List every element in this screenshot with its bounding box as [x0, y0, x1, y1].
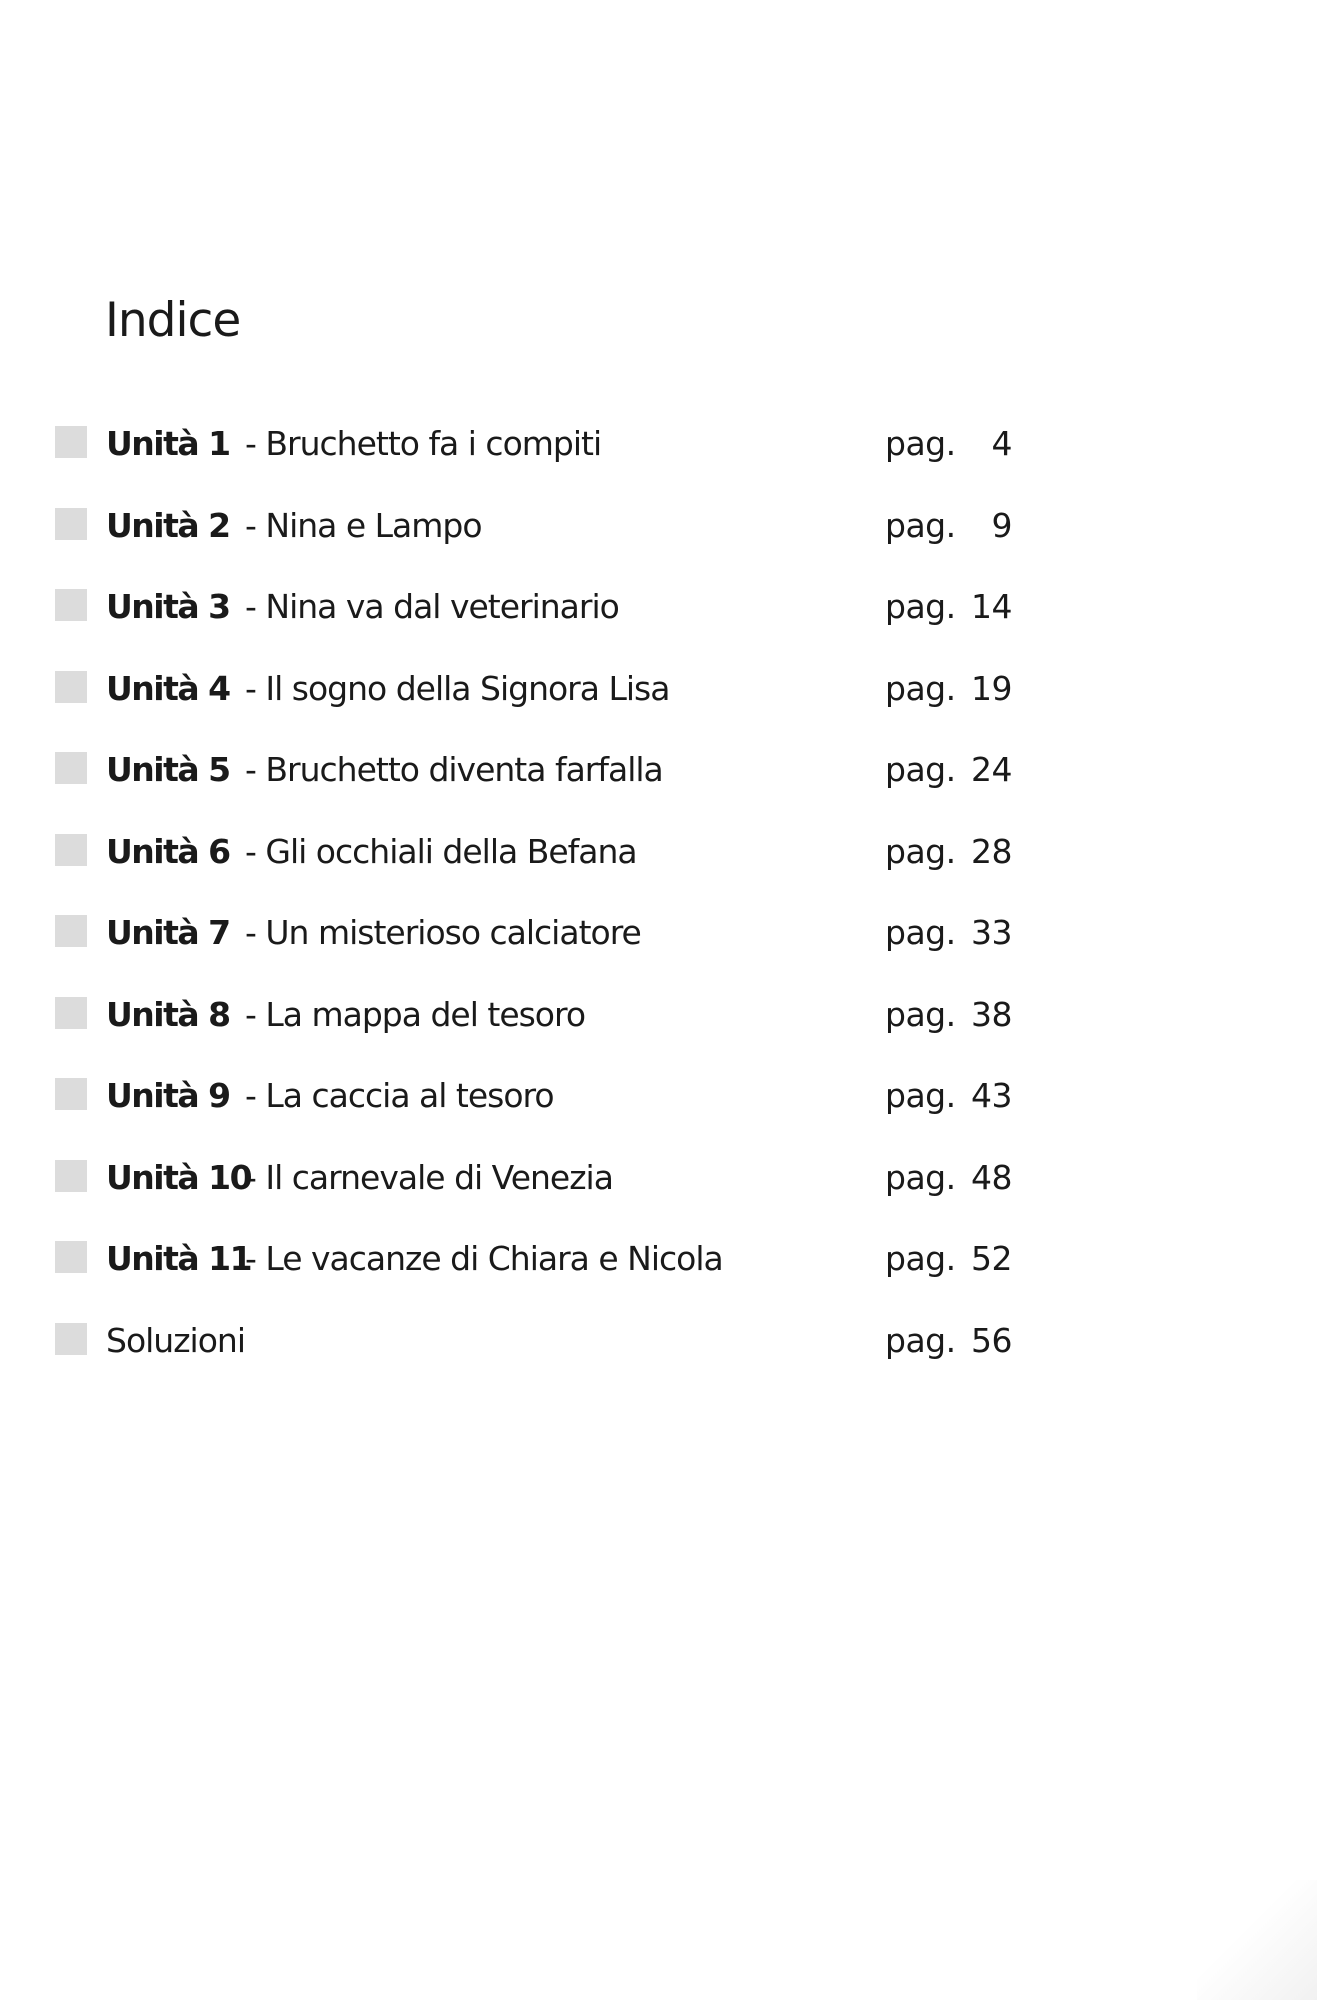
unit-label: Unità 11 [106, 1239, 252, 1278]
page-number: 14 [971, 587, 1012, 626]
page-number: 4 [991, 424, 1012, 463]
page-number: 28 [971, 832, 1012, 871]
toc-entry-unit-6[interactable] [0, 822, 1100, 882]
square-bullet-icon [55, 997, 87, 1029]
page-number: 56 [971, 1321, 1012, 1360]
toc-entry-unit-11[interactable] [0, 1229, 1100, 1289]
toc-entry-soluzioni[interactable] [0, 1311, 1100, 1371]
page-label: pag. [885, 1321, 956, 1360]
unit-label: Unità 4 [106, 669, 230, 708]
square-bullet-icon [55, 834, 87, 866]
unit-label: Unità 10 [106, 1158, 252, 1197]
square-bullet-icon [55, 915, 87, 947]
entry-title: - Bruchetto diventa farfalla [245, 750, 663, 789]
toc-entry-unit-3[interactable] [0, 577, 1100, 637]
page-label: pag. [885, 506, 956, 545]
entry-title: - Gli occhiali della Befana [245, 832, 637, 871]
entry-title: - La mappa del tesoro [245, 995, 586, 1034]
unit-label: Unità 2 [106, 506, 230, 545]
square-bullet-icon [55, 752, 87, 784]
page-number: 33 [971, 913, 1012, 952]
toc-entry-unit-5[interactable] [0, 740, 1100, 800]
entry-title: - Il sogno della Signora Lisa [245, 669, 670, 708]
toc-entry-unit-2[interactable] [0, 496, 1100, 556]
page-label: pag. [885, 1239, 956, 1278]
entry-title: - Il carnevale di Venezia [245, 1158, 613, 1197]
page-label: pag. [885, 669, 956, 708]
page-number: 52 [971, 1239, 1012, 1278]
page-label: pag. [885, 424, 956, 463]
page-number: 43 [971, 1076, 1012, 1115]
unit-label: Unità 7 [106, 913, 230, 952]
entry-title: - La caccia al tesoro [245, 1076, 554, 1115]
toc-entry-unit-7[interactable] [0, 903, 1100, 963]
page-corner-shadow [1197, 1880, 1317, 2000]
page-label: pag. [885, 1158, 956, 1197]
unit-label: Unità 3 [106, 587, 230, 626]
entry-title: - Le vacanze di Chiara e Nicola [245, 1239, 723, 1278]
toc-entry-unit-1[interactable] [0, 414, 1100, 474]
page-number: 48 [971, 1158, 1012, 1197]
page-number: 19 [971, 669, 1012, 708]
page-label: pag. [885, 587, 956, 626]
page-number: 38 [971, 995, 1012, 1034]
unit-label: Soluzioni [106, 1321, 245, 1360]
unit-label: Unità 9 [106, 1076, 230, 1115]
page-label: pag. [885, 750, 956, 789]
square-bullet-icon [55, 1241, 87, 1273]
page-number: 9 [991, 506, 1012, 545]
entry-title: - Nina va dal veterinario [245, 587, 619, 626]
page-title: Indice [105, 293, 241, 349]
page-number: 24 [971, 750, 1012, 789]
toc-entry-unit-4[interactable] [0, 659, 1100, 719]
unit-label: Unità 6 [106, 832, 230, 871]
toc-entry-unit-9[interactable] [0, 1066, 1100, 1126]
toc-entry-unit-10[interactable] [0, 1148, 1100, 1208]
entry-title: - Nina e Lampo [245, 506, 482, 545]
page-label: pag. [885, 832, 956, 871]
toc-entry-unit-8[interactable] [0, 985, 1100, 1045]
square-bullet-icon [55, 589, 87, 621]
square-bullet-icon [55, 508, 87, 540]
unit-label: Unità 8 [106, 995, 230, 1034]
square-bullet-icon [55, 1160, 87, 1192]
square-bullet-icon [55, 426, 87, 458]
square-bullet-icon [55, 671, 87, 703]
page-label: pag. [885, 995, 956, 1034]
square-bullet-icon [55, 1323, 87, 1355]
entry-title: - Bruchetto fa i compiti [245, 424, 602, 463]
page-label: pag. [885, 913, 956, 952]
page-label: pag. [885, 1076, 956, 1115]
entry-title: - Un misterioso calciatore [245, 913, 641, 952]
unit-label: Unità 1 [106, 424, 230, 463]
square-bullet-icon [55, 1078, 87, 1110]
unit-label: Unità 5 [106, 750, 230, 789]
